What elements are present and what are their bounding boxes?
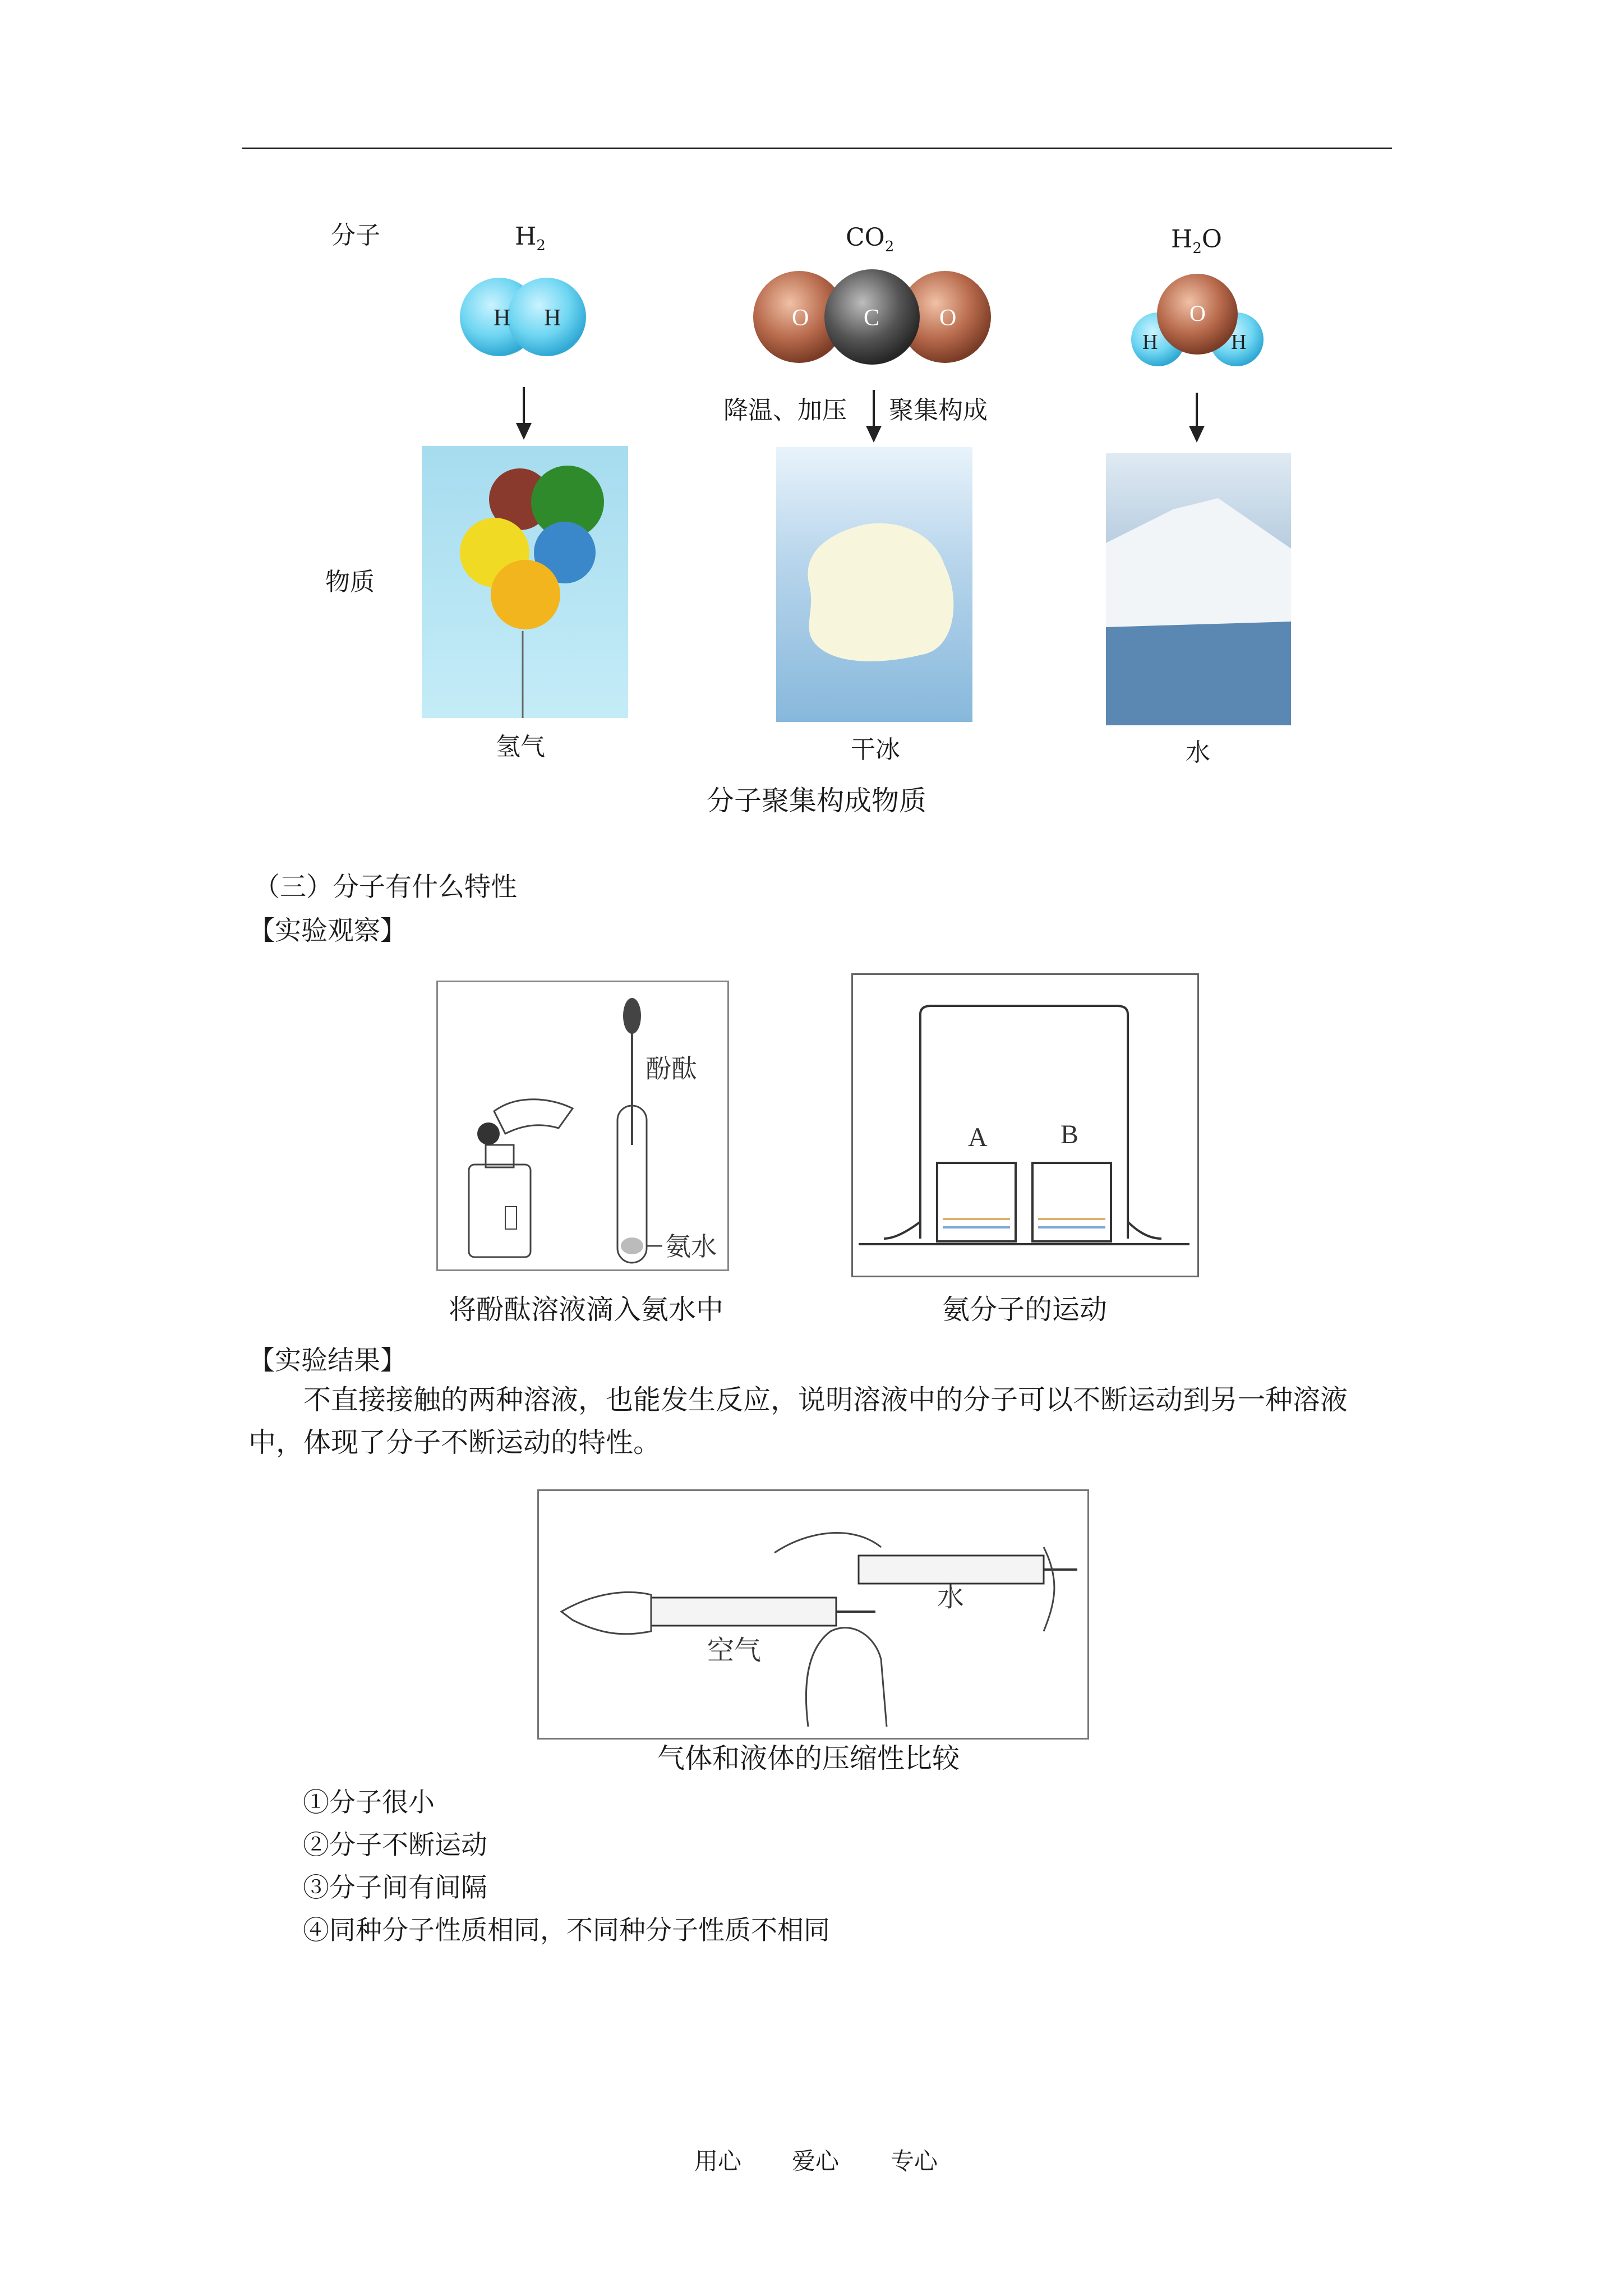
stopper [477, 1122, 500, 1145]
figure3-caption: 气体和液体的压缩性比较 [657, 1742, 960, 1774]
atom-o1-label: O [792, 305, 809, 331]
hand-left [494, 1099, 573, 1134]
row-label-molecule: 分子 [331, 221, 380, 250]
figure-syringe-compression [537, 1489, 1089, 1740]
atom-c-label: C [864, 305, 880, 331]
footer-word-3: 专心 [891, 2147, 938, 2175]
figure-ammonia-motion [851, 973, 1199, 1277]
figure2-right-caption: 氨分子的运动 [942, 1294, 1108, 1326]
ammonia-liquid [621, 1237, 643, 1254]
bottle [469, 1165, 531, 1257]
figure-phenolphthalein [436, 981, 729, 1271]
label-beaker-a: A [968, 1122, 988, 1152]
row-label-substance: 物质 [325, 568, 375, 596]
substance-dry-ice: 干冰 [851, 735, 900, 764]
label-air: 空气 [707, 1635, 762, 1666]
bell-jar [920, 1006, 1128, 1239]
syringe-water [859, 1556, 1044, 1584]
atom-hr-label: H [1231, 330, 1247, 354]
label-water: 水 [937, 1581, 965, 1613]
property-4: ④同种分子性质相同，不同种分子性质不相同 [303, 1915, 830, 1946]
beaker-a [937, 1163, 1016, 1241]
footer-word-2: 爱心 [792, 2147, 840, 2175]
experiment-observe-heading: 【实验观察】 [248, 915, 407, 946]
formula-h2: $H_2$ [515, 222, 546, 254]
label-phenolphthalein: 酚酞 [645, 1053, 697, 1084]
process-aggregate: 聚集构成 [889, 396, 988, 425]
hand-right [1044, 1547, 1054, 1631]
balloon-orange [491, 560, 560, 629]
label-ammonia: 氨水 [665, 1231, 717, 1262]
beaker-b [1032, 1163, 1111, 1241]
header-rule [242, 148, 1392, 149]
dropper-bulb [623, 998, 641, 1034]
atom-hl-label: H [1142, 330, 1158, 354]
figure2-left-caption: 将酚酞溶液滴入氨水中 [449, 1294, 724, 1326]
property-1: ①分子很小 [303, 1787, 435, 1818]
hand-left [561, 1592, 651, 1634]
arrow-down-co2 [873, 390, 875, 440]
dry-ice-chunk [808, 523, 953, 661]
dry-ice-photo [776, 447, 972, 722]
arrow-down-h2o [1196, 393, 1198, 440]
water-photo [1106, 453, 1291, 725]
experiment-result-heading: 【实验结果】 [248, 1345, 407, 1376]
h2-molecule-model [454, 275, 594, 359]
atom-o2-label: O [939, 305, 957, 331]
property-2: ②分子不断运动 [303, 1830, 487, 1861]
figure1-caption: 分子聚集构成物质 [707, 785, 927, 817]
hand-middle [806, 1628, 887, 1727]
snowy-mountain [1106, 498, 1291, 627]
formula-h2o: $H_2O$ [1171, 225, 1222, 257]
co2-molecule-model [751, 266, 993, 367]
section-title: （三）分子有什么特性 [253, 872, 517, 903]
substance-hydrogen: 氢气 [496, 733, 545, 761]
syringe-air [651, 1598, 836, 1626]
arrow-down-h2 [523, 387, 525, 438]
atom-h2-label: H [544, 305, 561, 331]
h2o-molecule-model [1130, 269, 1265, 376]
atom-h1-label: H [494, 305, 511, 331]
property-3: ③分子间有间隔 [303, 1872, 487, 1903]
process-cool-pressurize: 降温、加压 [723, 396, 847, 425]
hand-top [774, 1533, 881, 1553]
substance-water: 水 [1186, 738, 1210, 767]
label-beaker-b: B [1061, 1120, 1079, 1149]
footer-word-1: 用心 [694, 2147, 742, 2175]
balloons-photo [422, 446, 628, 718]
atom-o-label: O [1189, 301, 1206, 326]
formula-co2: $CO_2$ [846, 223, 895, 255]
lake-water [1106, 622, 1291, 725]
result-paragraph: 不直接接触的两种溶液，也能发生反应，说明溶液中的分子可以不断运动到另一种溶液中，体现了分子不断运动的特性。 [248, 1384, 1348, 1458]
